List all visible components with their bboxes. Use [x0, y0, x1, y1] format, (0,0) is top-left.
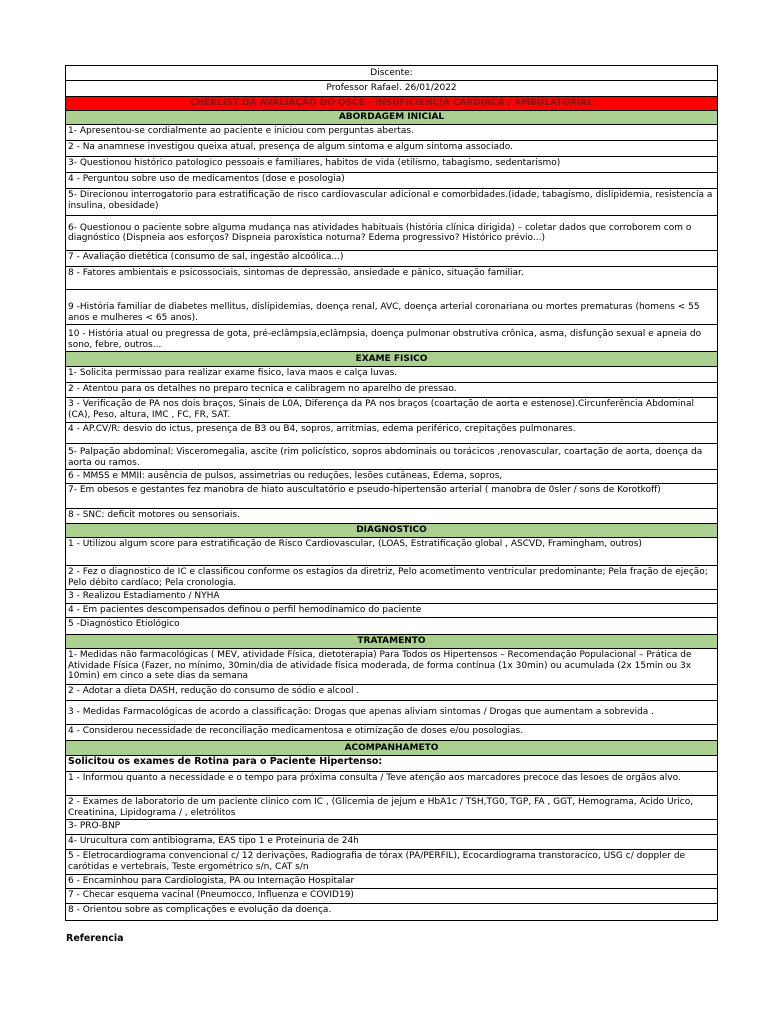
- checklist-item: 5- Direcionou interrogatorio para estratificação de risco cardiovascular adicional e comorbidades.(idade, tabagismo, dislipidemia, resistencia a insulina, obesidade): [66, 189, 718, 216]
- checklist-item: 3 - Medidas Farmacológicas de acordo a classificação: Drogas que apenas aliviam sintomas / Drogas que aumentam a sobrevida .: [66, 701, 718, 725]
- checklist-item: 7 - Avaliação dietética (consumo de sal, ingestão alcoólica...): [66, 251, 718, 267]
- checklist-item: 4 - Em pacientes descompensados definou o perfil hemodinamico do paciente: [66, 604, 718, 618]
- reference-label: Referencia: [66, 933, 124, 944]
- checklist-item: 9 -História familiar de diabetes mellitus, dislipidemias, doença renal, AVC, doença arterial coronariana ou mortes prematuras (homens < 55 anos e mulheres < 65 anos).: [66, 290, 718, 325]
- checklist-item: 2 - Adotar a dieta DASH, redução do consumo de sódio e alcool .: [66, 685, 718, 701]
- checklist-item: 5- Palpação abdominal: Visceromegalia, ascite (rim policístico, sopros abdominais ou torácicos ,renovascular, coartação de aorta, doença da aorta ou ramos.: [66, 444, 718, 470]
- checklist-item: 1- Apresentou-se cordialmente ao paciente e iniciou com perguntas abertas.: [66, 125, 718, 141]
- checklist-item: 8 - SNC: deficit motores ou sensoriais.: [66, 509, 718, 524]
- checklist-table: [65, 65, 718, 921]
- checklist-title: CHEKLIST DA AVALIAÇÃO DO OSCE - INSUFICIENCIA CARDIACA / AMBULATORIAL: [66, 97, 718, 111]
- checklist-item: 5 -Diagnóstico Etiológico: [66, 618, 718, 635]
- checklist-item: 5 - Eletrocardiograma convencional c/ 12 derivações, Radiografia de tórax (PA/PERFIL), Ecocardiograma transtoracico, USG c/ doppler de carótidas e vertebrais, Teste ergométrico s/n, CAT s/n: [66, 850, 718, 875]
- checklist-item: 7- Em obesos e gestantes fez manobra de hiato auscultatório e pseudo-hipertensão arterial ( manobra de 0sler / sons de Korotkoff): [66, 484, 718, 509]
- checklist-item: 4- Urucultura com antibiograma, EAS tipo 1 e Proteinuria de 24h: [66, 835, 718, 850]
- checklist-item: 3- PRO-BNP: [66, 820, 718, 835]
- subheading-exames-rotina: Solicitou os exames de Rotina para o Paciente Hipertenso:: [66, 756, 718, 772]
- checklist-item: 1 - Informou quanto a necessidade e o tempo para próxima consulta / Teve atenção aos marcadores precoce das lesoes de orgãos alvo.: [66, 772, 718, 796]
- checklist-item: 2 - Na anamnese investigou queixa atual, presença de algum sintoma e algum sintoma associado.: [66, 141, 718, 157]
- section-heading-abordagem: ABORDAGEM INICIAL: [66, 111, 718, 125]
- checklist-item: 2 - Atentou para os detalhes no preparo tecnica e calibragem no aparelho de pressao.: [66, 383, 718, 398]
- checklist-item: 3- Questionou histórico patologico pessoais e familiares, habitos de vida (etilismo, tabagismo, sedentarismo): [66, 157, 718, 173]
- checklist-item: 4 - Considerou necessidade de reconciliação medicamentosa e otimização de doses e/ou posologias.: [66, 725, 718, 741]
- checklist-item: 4 - AP.CV/R: desvio do ictus, presença de B3 ou B4, sopros, arritmias, edema periférico, crepitações pulmonares.: [66, 423, 718, 444]
- discente-label: Discente:: [66, 66, 718, 81]
- section-heading-tratamento: TRATAMENTO: [66, 635, 718, 649]
- section-heading-acompanhamento: ACOMPANHAMETO: [66, 741, 718, 756]
- checklist-item: 2 - Fez o diagnostico de IC e classificou conforme os estagios da diretriz, Pelo acometimento ventricular predominante; Pela fração de ejeção; Pelo débito cardíaco; Pela cronologia.: [66, 566, 718, 590]
- checklist-item: 3 - Verificação de PA nos dois braços, Sinais de L0A, Diferença da PA nos braços (coartação de aorta e estenose).Circunferência Abdominal (CA), Peso, altura, IMC , FC, FR, SAT.: [66, 398, 718, 423]
- checklist-item: 2 - Exames de laboratorio de um paciente clinico com IC , (Glicemia de jejum e HbA1c / TSH,TG0, TGP, FA , GGT, Hemograma, Acido Urico, Creatinina, Lipidograma / , eletrólitos: [66, 796, 718, 820]
- checklist-item: 1- Solicita permissao para realizar exame fisico, lava maos e calça luvas.: [66, 367, 718, 383]
- checklist-item: 8 - Fatores ambientais e psicossociais, sintomas de depressão, ansiedade e pânico, situação familiar.: [66, 267, 718, 290]
- checklist-item: 1- Medidas não farmacológicas ( MEV, atividade Física, dietoterapia) Para Todos os Hipertensos – Recomendação Populacional – Prática de Atividade Física (Fazer, no mínimo, 30min/dia de atividade física moderada, de forma contínua (1x 30min) ou acumulada (2x 15min ou 3x 10min) em cinco a sete dias da semana: [66, 649, 718, 685]
- section-heading-exame-fisico: EXAME FISICO: [66, 352, 718, 367]
- checklist-item: 10 - História atual ou pregressa de gota, pré-eclâmpsia,eclâmpsia, doença pulmonar obstrutiva crônica, asma, disfunção sexual e apneia do sono, febre, outros...: [66, 325, 718, 352]
- checklist-item: 3 - Realizou Estadiamento / NYHA: [66, 590, 718, 604]
- checklist-item: 6 - Encaminhou para Cardiologista, PA ou Internação Hospitalar: [66, 875, 718, 889]
- checklist-item: 4 - Perguntou sobre uso de medicamentos (dose e posologia): [66, 173, 718, 189]
- checklist-item: 6 - MMSS e MMII: ausência de pulsos, assimetrias ou reduções, lesões cutâneas, Edema, sopros,: [66, 470, 718, 484]
- section-heading-diagnostico: DIAGNOSTICO: [66, 524, 718, 538]
- checklist-item: 6- Questionou o paciente sobre alguma mudança nas atividades habituais (história clínica dirigida) – coletar dados que corroborem com o diagnóstico (Dispneia aos esforços? Dispneia paroxística noturna? Edema progressivo? Histórico prévio...): [66, 216, 718, 251]
- checklist-item: 7 - Checar esquema vacinal (Pneumocco, Influenza e COVID19): [66, 889, 718, 904]
- checklist-sheet: [65, 65, 718, 921]
- checklist-item: 1 - Utilizou algum score para estratificação de Risco Cardiovascular, (LOAS, Estratificação global , ASCVD, Framingham, outros): [66, 538, 718, 566]
- checklist-item: 8 - Orientou sobre as complicações e evolução da doença.: [66, 904, 718, 921]
- professor-date: Professor Rafael. 26/01/2022: [66, 81, 718, 97]
